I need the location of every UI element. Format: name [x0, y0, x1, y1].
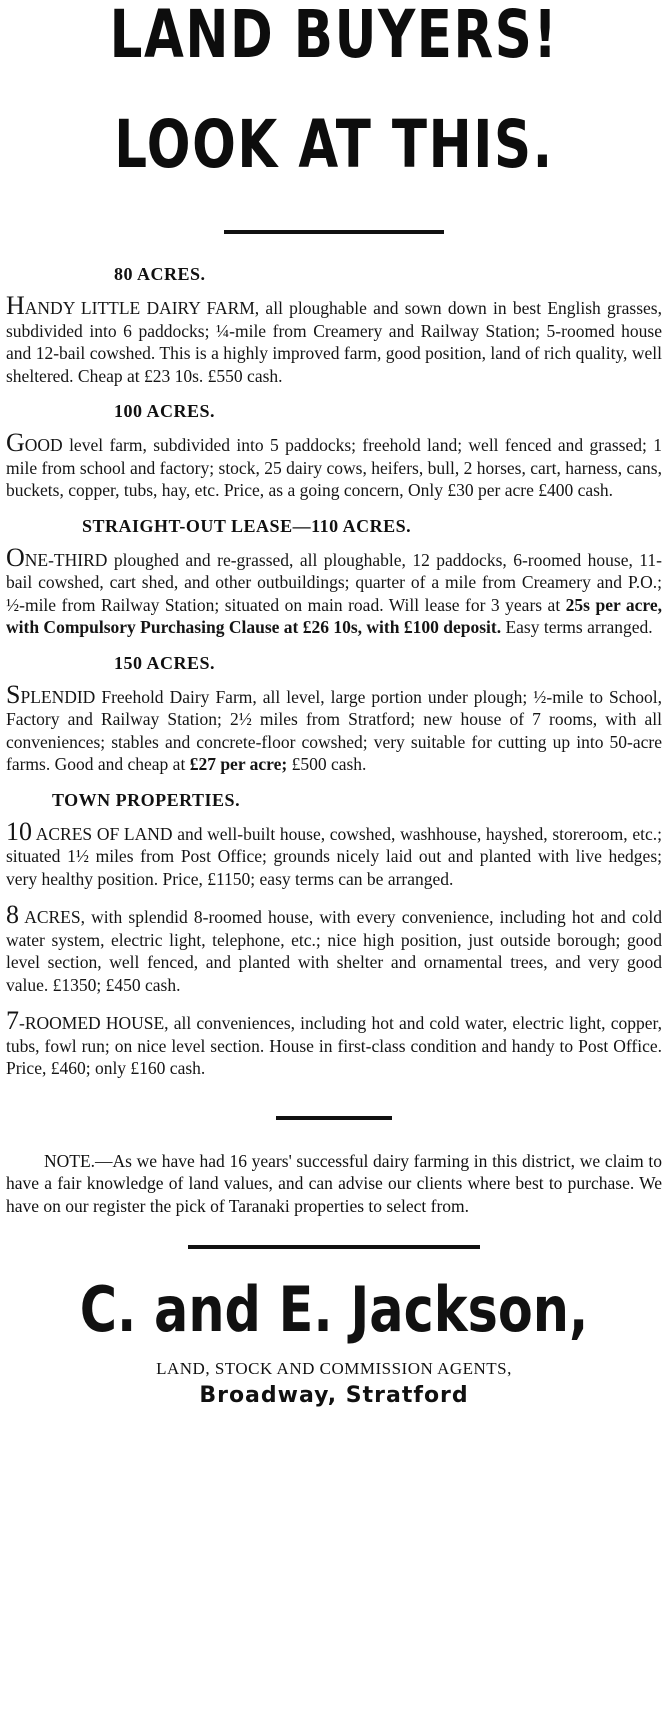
- listing-heading-lease-110-acres: STRAIGHT-OUT LEASE—110 ACRES.: [82, 515, 412, 536]
- town-property-10-acres: [6, 816, 662, 891]
- town-property-8-acres: [6, 902, 662, 996]
- dropcap: 8: [6, 900, 19, 929]
- note-paragraph: [6, 1150, 662, 1218]
- town-properties-heading: TOWN PROPERTIES.: [52, 789, 241, 810]
- dropcap: S: [6, 679, 21, 709]
- listing-body: all ploughable and sown down in best English grasses, subdivided into 6 paddocks; ¼-mile from Creamery and Railway Station; 5-roomed house and 12-bail cowshed. This is a highly improved farm, good position, land of rich quality, well sheltered. Cheap at £23 10s. £550 cash.: [6, 298, 662, 386]
- listing-tail: £500 cash.: [287, 754, 367, 774]
- divider-bottom: [188, 1245, 480, 1249]
- listing-body: level farm, subdivided into 5 paddocks; freehold land; well fenced and grassed; 1 mile from school and factory; stock, 25 dairy cows, heifers, bull, 2 horses, cart, harness, cans, buckets, copper, tubs, hay, etc. Price, as a going concern, Only £30 per acre £400 cash.: [6, 435, 662, 500]
- dropcap: O: [6, 542, 25, 572]
- dropcap: 10: [6, 816, 32, 846]
- listing-heading-80-acres: 80 ACRES.: [114, 264, 206, 284]
- listing-lead: ANDY LITTLE DAIRY FARM,: [24, 298, 260, 318]
- divider-top: [224, 230, 444, 234]
- listing-lead: NE-THIRD: [24, 549, 108, 570]
- dropcap: 7: [6, 1006, 19, 1035]
- town-property-7-roomed-house: [6, 1008, 662, 1080]
- listing-body: ploughed and re-grassed, all ploughable, 12 paddocks, 6-roomed house, 11-bail cowshed, cart shed, and other outbuildings; quarter of a mile from Creamery and P.O.; ½-mile from Railway Station; situated on main road. Will lease for 3 years at: [6, 549, 662, 615]
- listing-heading-100-acres: 100 ACRES.: [114, 401, 216, 421]
- headline-look-at-this: LOOK AT THIS.: [114, 106, 554, 183]
- firm-address: Broadway, Stratford: [199, 1383, 469, 1408]
- listing-lead: PLENDID: [20, 686, 96, 707]
- listing-100-acres: [6, 430, 662, 502]
- listing-terms: 25s per acre, with Compulsory Purchasing Clause at £26 10s, with £100 deposit.: [6, 594, 662, 637]
- listing-heading-150-acres: 150 ACRES.: [114, 652, 216, 673]
- firm-name: C. and E. Jackson,: [79, 1273, 589, 1346]
- listing-body: and well-built house, cowshed, washhouse, hayshed, storeroom, etc.; situated 1½ miles from Post Office; grounds nicely laid out and planted with live hedges; very healthy position. Price, £1150; easy terms can be arranged.: [6, 823, 662, 889]
- listing-price: £27 per acre;: [189, 754, 288, 774]
- listing-lead: ACRES,: [19, 907, 85, 927]
- note-text: NOTE.—As we have had 16 years' successful dairy farming in this district, we claim to have a fair knowledge of land values, and can advise our clients where best to purchase. We have on our register the pick of Taranaki properties to select from.: [6, 1150, 662, 1216]
- listing-lead: ACRES OF LAND: [32, 823, 173, 844]
- listing-body: all conveniences, including hot and cold water, electric light, copper, tubs, fowl run; on nice level section. House in first-class condition and handy to Post Office. Price, £460; only £160 cash.: [6, 1013, 662, 1078]
- listing-80-acres: [6, 293, 662, 387]
- listing-lead: -ROOMED HOUSE,: [19, 1013, 169, 1033]
- listing-body: with splendid 8-roomed house, with every convenience, including hot and cold water system, electric light, telephone, etc.; nice high position, just outside borough; good level section, well fenced, and planted with shelter and ornamental trees, and very good value. £1350; £450 cash.: [6, 907, 663, 995]
- divider-middle: [276, 1116, 392, 1120]
- listing-lease-110-acres: [6, 542, 662, 639]
- listing-150-acres: [6, 679, 662, 776]
- headline-land-buyers: LAND BUYERS!: [109, 0, 559, 73]
- listing-body: Freehold Dairy Farm, all level, large portion under plough; ½-mile to School, Factory and Railway Station; 2½ miles from Stratford; new house of 7 rooms, with all conveniences; stables and concrete-floor cowshed; very suitable for cutting up into 50-acre farms. Good and cheap at: [6, 686, 662, 774]
- dropcap: G: [6, 428, 25, 457]
- firm-description: LAND, STOCK AND COMMISSION AGENTS,: [156, 1359, 512, 1378]
- listing-lead: OOD: [24, 435, 63, 455]
- listing-tail: Easy terms arranged.: [501, 617, 653, 637]
- dropcap: H: [6, 291, 25, 320]
